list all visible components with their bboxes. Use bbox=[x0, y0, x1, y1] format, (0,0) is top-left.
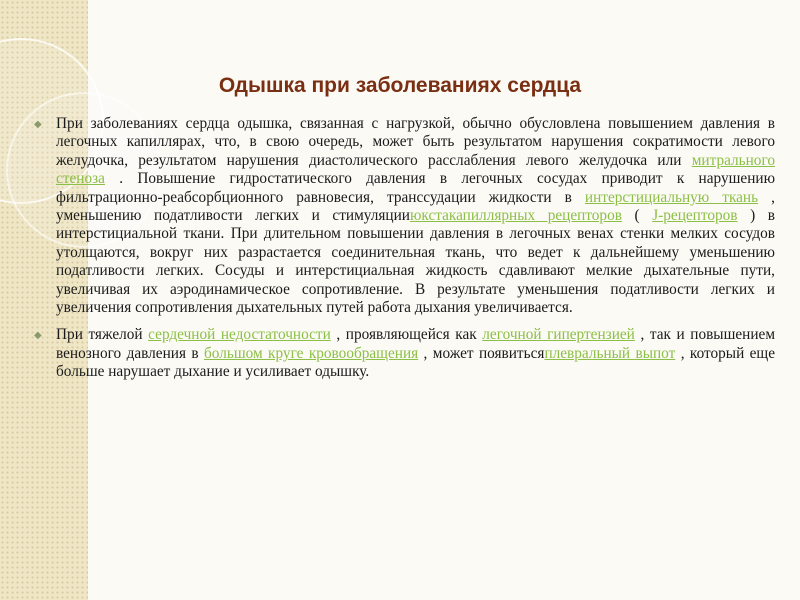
term-link[interactable]: плевральный выпот bbox=[544, 344, 676, 362]
term-link[interactable]: митрального стеноза bbox=[56, 151, 775, 188]
paragraph-text: При тяжелой bbox=[56, 326, 149, 344]
bullet-paragraph-1 bbox=[34, 115, 775, 317]
paragraph-text: , уменьшению податливости легких и стимуляции bbox=[56, 188, 775, 225]
term-link[interactable]: большом круге кровообращения bbox=[204, 344, 419, 362]
term-link[interactable]: интерстициальную ткань bbox=[584, 188, 759, 206]
diamond-bullet-icon: ◆ bbox=[34, 330, 42, 342]
paragraph-text: , так и повышением венозного давления в bbox=[56, 326, 775, 362]
paragraph-text: , проявляющейся как bbox=[330, 326, 483, 344]
term-link[interactable]: легочной гипертензией bbox=[482, 326, 635, 344]
paragraph-text: . Повышение гидростатического давления в легочных сосудах приводит к нарушению фильтрационно-реабсорбционного равновесия, транссудации жидкости в bbox=[56, 170, 775, 206]
diamond-bullet-icon: ◆ bbox=[34, 119, 42, 130]
paragraph-text: , который еще больше нарушает дыхание и усиливает одышку. bbox=[56, 344, 776, 381]
bullet-list bbox=[34, 115, 775, 391]
paragraph-text: При заболеваниях сердца одышка, связанная с нагрузкой, обычно обусловлена повышением давления в легочных капиллярах, что, в свою очередь, может быть результатом нарушения сократимости левого желудочка, результатом нарушения диастолического расслабления левого желудочка или bbox=[56, 115, 775, 169]
paragraph-text: , может появиться bbox=[418, 344, 545, 362]
paragraph-text: ) в интерстициальной ткани. При длительном повышении давления в легочных венах стенки мелких сосудов утолщаются, вокруг них разрастается соединительная ткань, что ведет к дальнейшему уменьшению податливости легких. Сосуды и интерстициальная жидкость сдавливают мелкие дыхательные пути, увеличивая их аэродинамическое сопротивление. В результате уменьшения податливости легких и увеличения сопротивления дыхательных путей работа дыхания увеличивается. bbox=[56, 207, 775, 317]
slide-title: Одышка при заболеваниях сердца bbox=[218, 74, 582, 98]
term-link[interactable]: юкстакапиллярных рецепторов bbox=[409, 207, 622, 225]
term-link[interactable]: J-рецепторов bbox=[652, 207, 738, 225]
term-link[interactable]: сердечной недостаточности bbox=[148, 326, 331, 344]
bullet-paragraph-2 bbox=[34, 326, 775, 381]
paragraph-text: ( bbox=[621, 207, 653, 225]
